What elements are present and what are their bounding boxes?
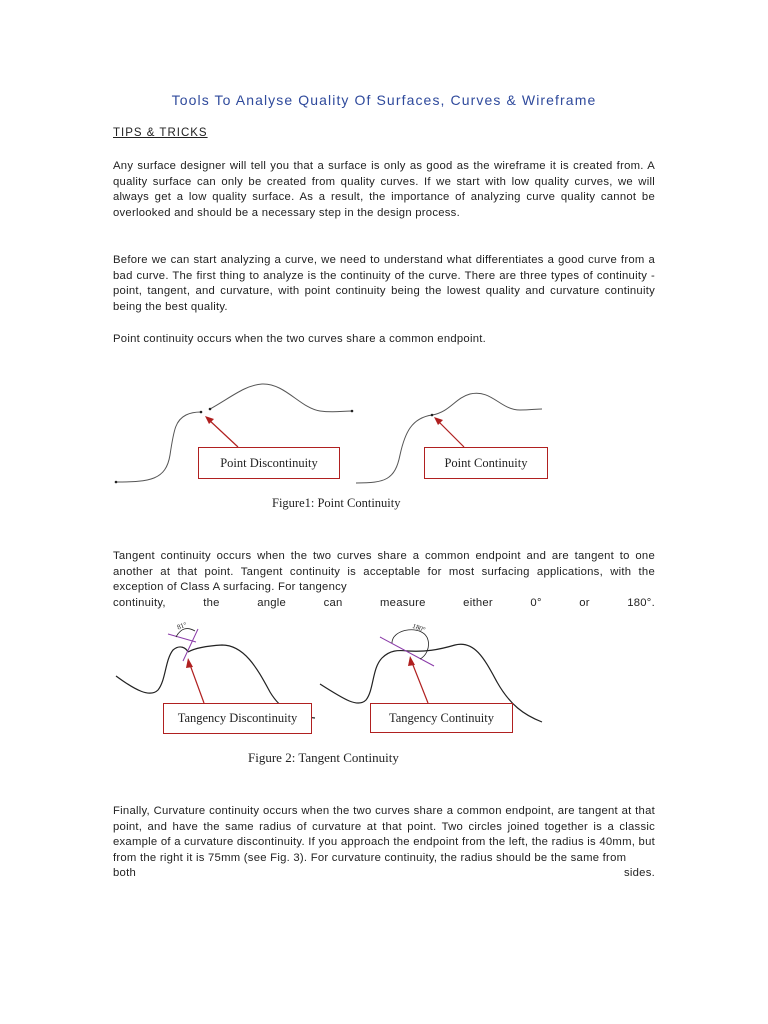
fig1-left-curve-a — [116, 412, 201, 482]
fig1-endpoint — [209, 408, 212, 411]
word: measure — [380, 596, 426, 609]
paragraph-tangent-continuity — [113, 549, 655, 611]
figure2-caption: Figure 2: Tangent Continuity — [248, 750, 399, 765]
label-point-discontinuity: Point Discontinuity — [198, 447, 340, 479]
fig2-left-tangent-line — [168, 634, 196, 642]
fig2-right-angle-arc — [392, 630, 429, 659]
word: sides. — [623, 867, 655, 879]
word: both — [113, 867, 136, 879]
paragraph-tangent-main: Tangent continuity occurs when the two curves share a common endpoint and are tangent to one another at that point. Tangent continuity is acceptable for most surfacing applications, with the exception of Class A surfacing. For tangency — [113, 550, 655, 593]
fig1-right-curve-b — [432, 393, 542, 415]
word: 0° — [530, 596, 542, 609]
fig1-endpoint — [351, 410, 354, 413]
fig2-right-angle-label: 180° — [411, 621, 427, 635]
fig2-left-tangent-line — [183, 629, 198, 661]
word: the — [203, 596, 220, 609]
word: or — [579, 596, 590, 609]
fig2-arrowhead-left — [186, 658, 193, 668]
label-tangency-continuity: Tangency Continuity — [370, 703, 513, 733]
paragraph-curvature-main: Finally, Curvature continuity occurs when the two curves share a common endpoint, are tangent at that point, and have the same radius of curvature at that point. Two circles joined together is a classic example of a curvature discontinuity. If you approach the endpoint from the left, the radius is 40mm, but from the right it is 75mm (see Fig. 3). For curvature continuity, the radius should be the same from — [113, 805, 655, 864]
paragraph-continuity-types: Before we can start analyzing a curve, we need to understand what differentiates a good curve from a bad curve. The first thing to analyze is the continuity of the curve. There are three types of continuity - point, tangent, and curvature, with point continuity being the lowest quality and curvature continuity being the best quality. — [113, 254, 655, 313]
word: angle — [257, 596, 287, 609]
fig2-arrowhead-right — [408, 656, 415, 666]
paragraph-intro: Any surface designer will tell you that a surface is only as good as the wireframe it is created from. A quality surface can only be created from quality curves. If we start with low quality curves, we will always get a low quality surface. As a result, the importance of analyzing curve quality cannot be overlooked and should be a necessary step in the design process. — [113, 160, 655, 219]
word: continuity, — [113, 596, 166, 609]
paragraph-curvature-last-line — [113, 866, 655, 882]
paragraph-point-continuity: Point continuity occurs when the two curves share a common endpoint. — [113, 333, 487, 345]
fig1-endpoint — [431, 414, 434, 417]
word: either — [463, 596, 493, 609]
fig1-endpoint — [115, 481, 118, 484]
fig1-endpoint — [200, 411, 203, 414]
fig2-arrow-left — [189, 662, 204, 703]
word: can — [323, 596, 343, 609]
fig2-arrow-right — [411, 660, 428, 703]
fig1-left-curve-b — [210, 384, 352, 412]
fig2-right-curve-a — [320, 651, 408, 704]
fig1-arrow-right — [437, 420, 464, 447]
label-tangency-discontinuity: Tangency Discontinuity — [163, 703, 312, 734]
section-heading: TIPS & TRICKS — [113, 127, 208, 139]
word: 180°. — [627, 596, 655, 609]
paragraph-curvature-continuity — [113, 804, 655, 882]
fig1-arrow-left — [208, 419, 238, 447]
figure1-caption: Figure1: Point Continuity — [272, 496, 401, 510]
label-point-continuity: Point Continuity — [424, 447, 548, 479]
fig2-left-angle-label: 81° — [175, 620, 188, 632]
paragraph-tangent-last-line — [113, 596, 655, 612]
page-title: Tools To Analyse Quality Of Surfaces, Curves & Wireframe — [171, 92, 597, 108]
fig1-right-curve-a — [356, 415, 432, 483]
fig1-arrowhead-right — [434, 417, 443, 425]
fig2-right-tangent-line — [380, 637, 434, 666]
fig2-left-curve-a — [116, 647, 188, 693]
